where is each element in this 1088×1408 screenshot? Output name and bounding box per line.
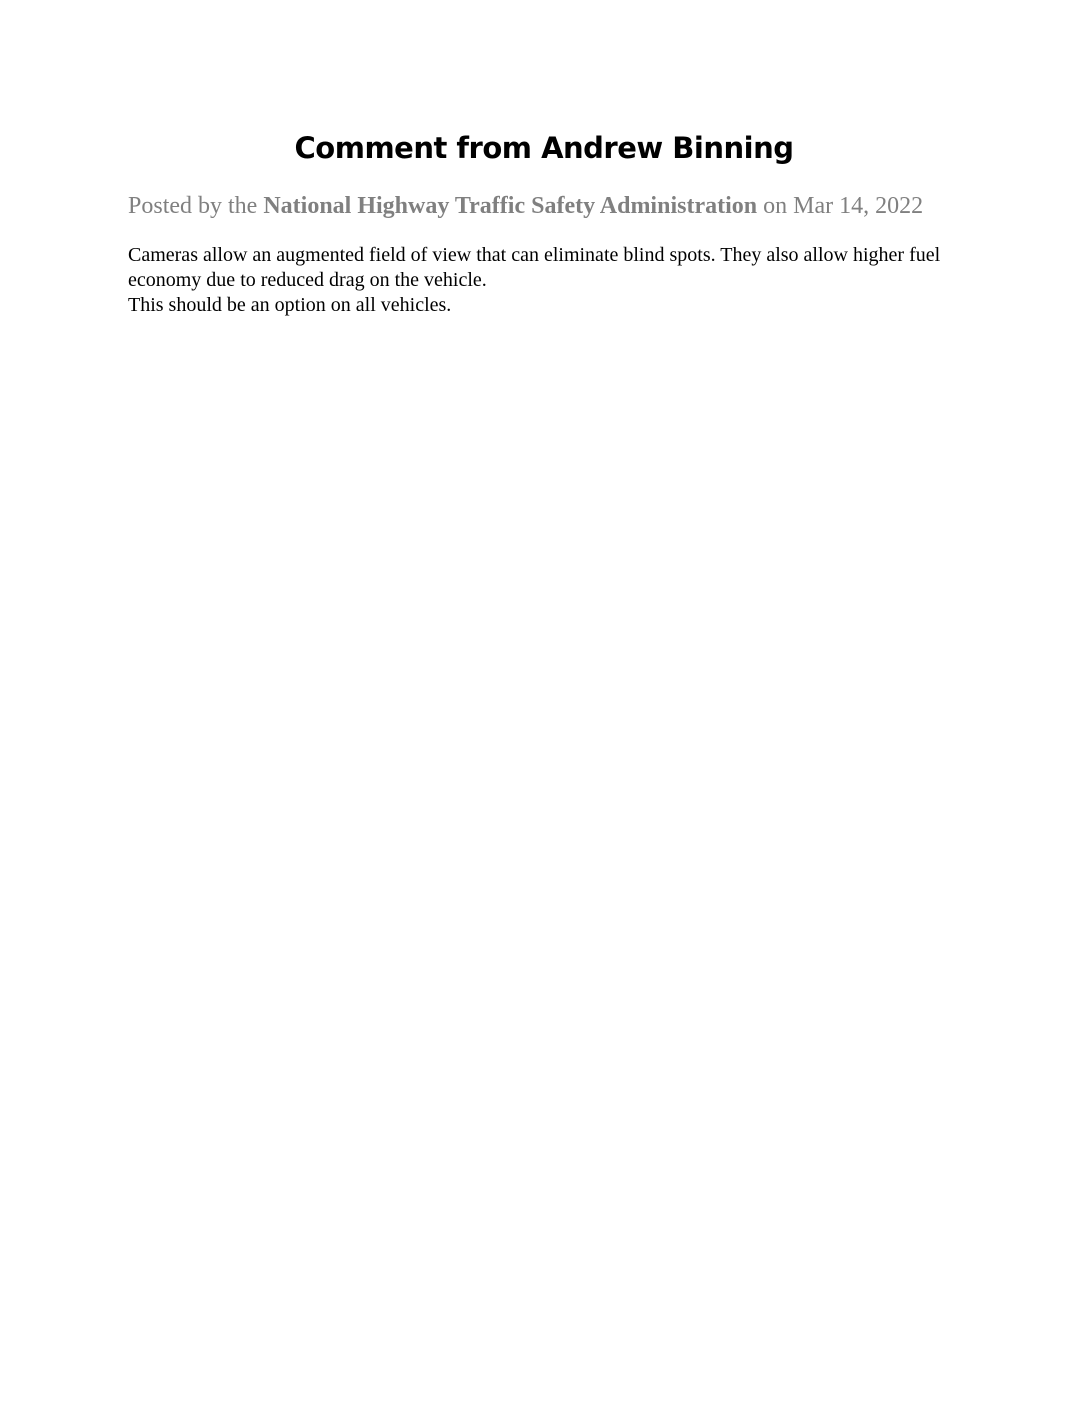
comment-paragraph: Cameras allow an augmented field of view that can eliminate blind spots. They also allow higher fuel economy due to reduced drag on the vehicle. <box>128 244 941 291</box>
comment-body <box>128 243 968 318</box>
posted-line <box>128 190 1008 222</box>
posted-date: on Mar 14, 2022 <box>763 193 924 219</box>
comment-paragraph: This should be an option on all vehicles. <box>128 294 452 316</box>
comment-title: Comment from Andrew Binning <box>294 131 794 165</box>
posting-agency: National Highway Traffic Safety Administration <box>263 193 758 219</box>
posted-prefix: Posted by the <box>128 193 258 219</box>
